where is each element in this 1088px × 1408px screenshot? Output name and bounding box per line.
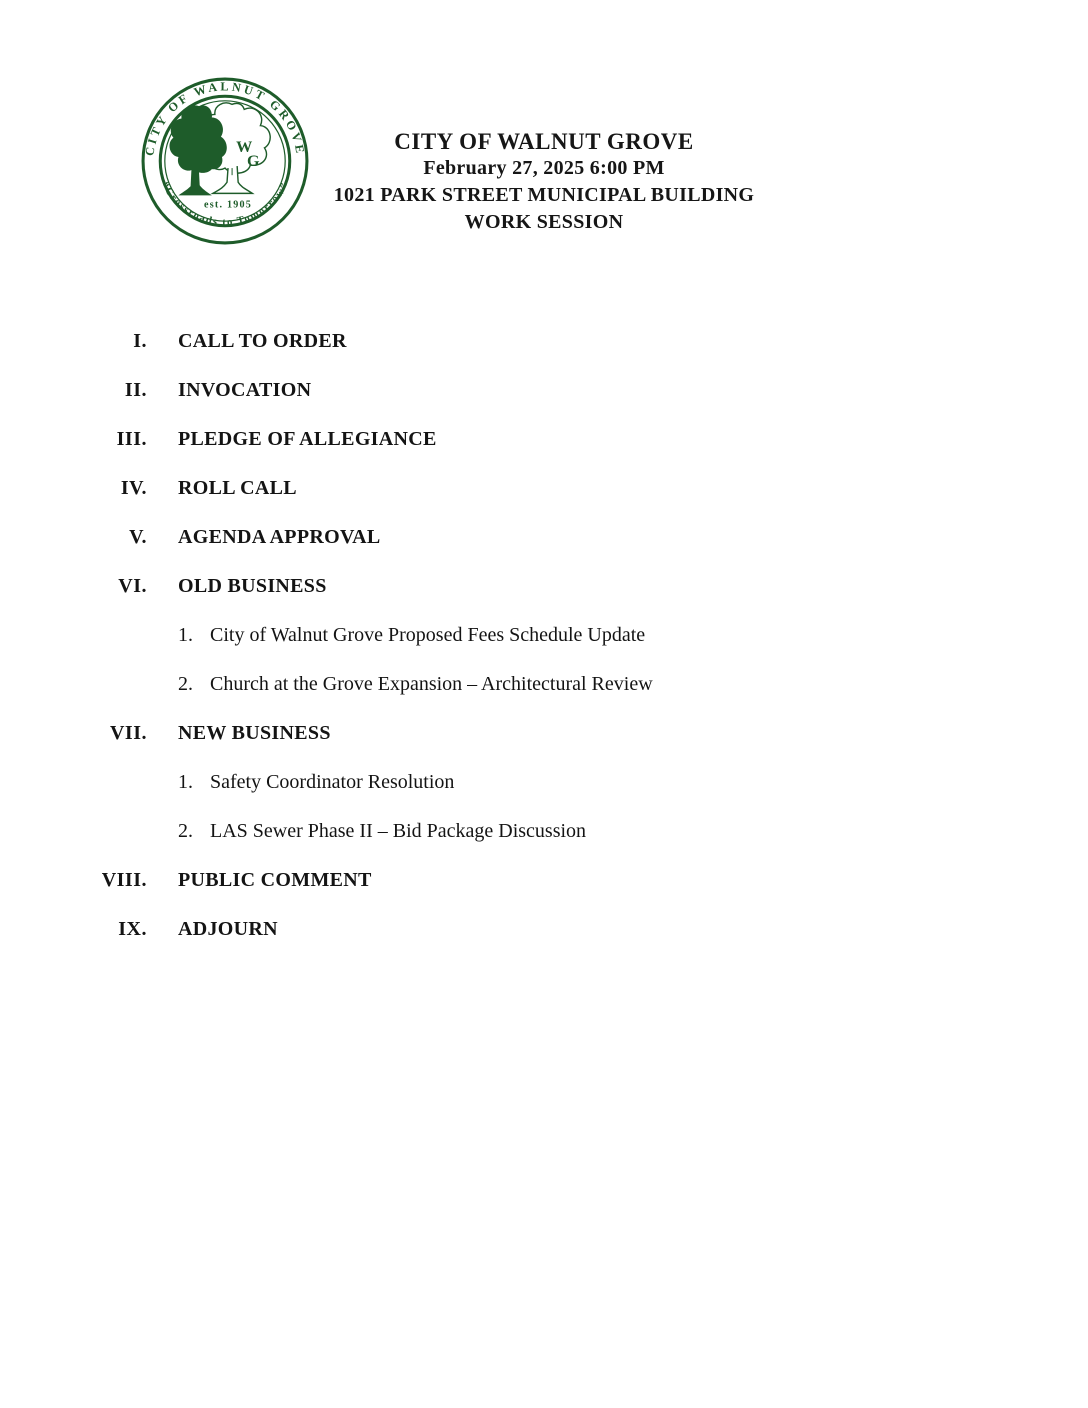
agenda-item-label: PUBLIC COMMENT (178, 869, 372, 891)
agenda-subitem (178, 660, 1088, 709)
agenda-subitem-text: City of Walnut Grove Proposed Fees Schedule Update (210, 624, 646, 646)
agenda-subitem (178, 611, 1088, 660)
session-type: WORK SESSION (464, 211, 624, 233)
agenda-item-numeral: VIII. (101, 869, 147, 891)
seal-monogram-g: G (247, 153, 260, 171)
agenda-item-label: AGENDA APPROVAL (178, 526, 381, 548)
seal-bottom-text: “Crossroads to Tomorrow” (159, 180, 291, 229)
agenda-subitem-text: Church at the Grove Expansion – Architectural Review (210, 673, 653, 695)
seal-monogram-w: W (236, 138, 253, 156)
agenda-item (0, 513, 1088, 562)
document-header (0, 128, 1088, 236)
agenda-item (0, 317, 1088, 366)
agenda-item (0, 856, 1088, 905)
agenda-subitem (178, 807, 1088, 856)
agenda-subitem-number: 1. (178, 771, 193, 793)
agenda-item (0, 415, 1088, 464)
agenda-item-numeral: IX. (118, 918, 147, 940)
page-title: CITY OF WALNUT GROVE (394, 129, 694, 154)
agenda-item-label: CALL TO ORDER (178, 330, 347, 352)
agenda-item-numeral: IV. (120, 477, 147, 499)
agenda-item-label: PLEDGE OF ALLEGIANCE (178, 428, 437, 450)
agenda-item-numeral: I. (133, 330, 147, 352)
agenda-item-numeral: VII. (109, 722, 147, 744)
agenda-item-label: OLD BUSINESS (178, 575, 327, 597)
agenda-subitem-number: 1. (178, 624, 193, 646)
agenda-item (0, 366, 1088, 415)
meeting-location: 1021 PARK STREET MUNICIPAL BUILDING (333, 184, 755, 206)
agenda-subitem-text: LAS Sewer Phase II – Bid Package Discussion (210, 820, 587, 842)
agenda-item-numeral: V. (129, 526, 147, 548)
meeting-datetime: February 27, 2025 6:00 PM (423, 157, 665, 179)
agenda-subitem-number: 2. (178, 820, 193, 842)
agenda-item-label: ROLL CALL (178, 477, 297, 499)
agenda-list (0, 317, 1088, 954)
seal-established-text: est. 1905 (204, 199, 253, 211)
agenda-subitem-text: Safety Coordinator Resolution (210, 771, 455, 793)
agenda-item-numeral: III. (116, 428, 147, 450)
seal-top-text: CITY OF WALNUT GROVE (142, 79, 308, 157)
agenda-item-label: INVOCATION (178, 379, 312, 401)
agenda-item (0, 464, 1088, 513)
agenda-item (0, 905, 1088, 954)
agenda-item-numeral: VI. (118, 575, 147, 597)
agenda-subitem-number: 2. (178, 673, 193, 695)
agenda-item (0, 562, 1088, 611)
agenda-item-label: ADJOURN (178, 918, 278, 940)
agenda-item (0, 709, 1088, 758)
agenda-item-numeral: II. (124, 379, 147, 401)
agenda-subitem (178, 758, 1088, 807)
agenda-item-label: NEW BUSINESS (178, 722, 331, 744)
